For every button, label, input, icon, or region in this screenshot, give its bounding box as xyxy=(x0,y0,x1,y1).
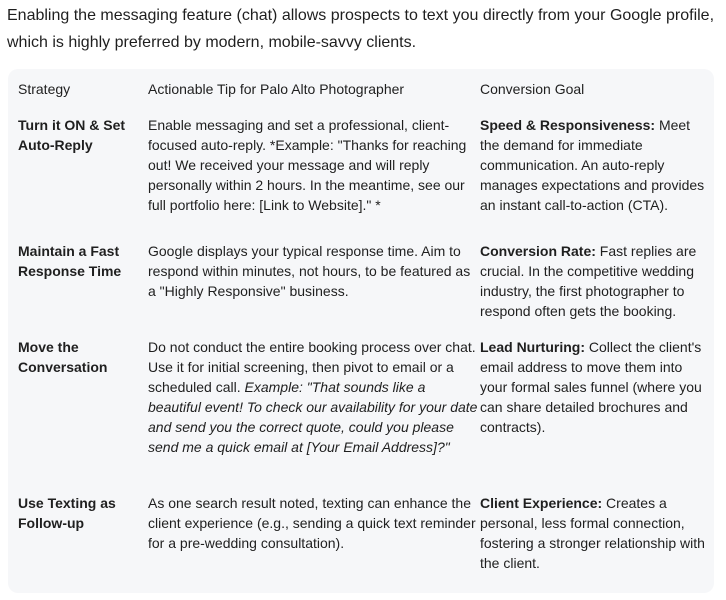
tip-cell: As one search result noted, texting can enhance the client experience (e.g., sending a quick text reminder for a pre-wedding consultation). xyxy=(148,495,476,551)
table-header-row xyxy=(8,69,714,105)
tip-example: Example: "That sounds like a beautiful event! To check our availability for your date and send you the correct quote, could you please send me a quick email at [Your Email Address]?" xyxy=(148,379,478,455)
tip-cell: Google displays your typical response time. Aim to respond within minutes, not hours, to be featured as a "Highly Responsive" business. xyxy=(148,243,471,299)
tip-cell xyxy=(148,327,480,483)
strategy-cell: Turn it ON & Set Auto-Reply xyxy=(18,117,126,153)
strategy-table xyxy=(8,69,714,573)
tip-text: Do not conduct the entire booking process over chat. Use it for initial screening, then pivot to email or a scheduled call. xyxy=(148,339,476,395)
goal-label: Conversion Rate: xyxy=(480,243,596,259)
header-tip: Actionable Tip for Palo Alto Photographer xyxy=(148,81,405,97)
goal-label: Speed & Responsiveness: xyxy=(480,117,656,133)
goal-text: Collect the client's email address to move them into your formal sales funnel (where you can share detailed brochures and contracts). xyxy=(480,339,702,435)
goal-cell xyxy=(480,231,714,327)
strategy-cell: Move the Conversation xyxy=(18,339,108,375)
goal-text: Fast replies are crucial. In the competitive wedding industry, the first photographer to respond often gets the booking. xyxy=(480,243,697,319)
goal-text: Creates a personal, less formal connection, fostering a stronger relationship with the client. xyxy=(480,495,705,571)
table-row xyxy=(8,483,714,573)
header-strategy: Strategy xyxy=(18,81,71,97)
strategy-cell: Maintain a Fast Response Time xyxy=(18,243,122,279)
intro-paragraph: Enabling the messaging feature (chat) allows prospects to text you directly from your Google profile, which is highly preferred by modern, mobile-savvy clients. xyxy=(7,7,715,51)
strategy-cell: Use Texting as Follow-up xyxy=(18,495,116,531)
goal-label: Lead Nurturing: xyxy=(480,339,585,355)
header-goal: Conversion Goal xyxy=(480,81,585,97)
table-row xyxy=(8,327,714,483)
table-row xyxy=(8,105,714,231)
goal-cell xyxy=(480,105,714,231)
strategy-table-container xyxy=(8,69,714,593)
goal-label: Client Experience: xyxy=(480,495,603,511)
table-row xyxy=(8,231,714,327)
goal-text: Meet the demand for immediate communication. An auto-reply manages expectations and provides an instant call-to-action (CTA). xyxy=(480,117,705,213)
goal-cell xyxy=(480,327,714,483)
goal-cell xyxy=(480,483,714,573)
tip-cell: Enable messaging and set a professional, client-focused auto-reply. *Example: "Thanks for reaching out! We received your message and will reply personally within 2 hours. In the meantime, see our full portfolio here: [Link to Website]." * xyxy=(148,117,467,213)
